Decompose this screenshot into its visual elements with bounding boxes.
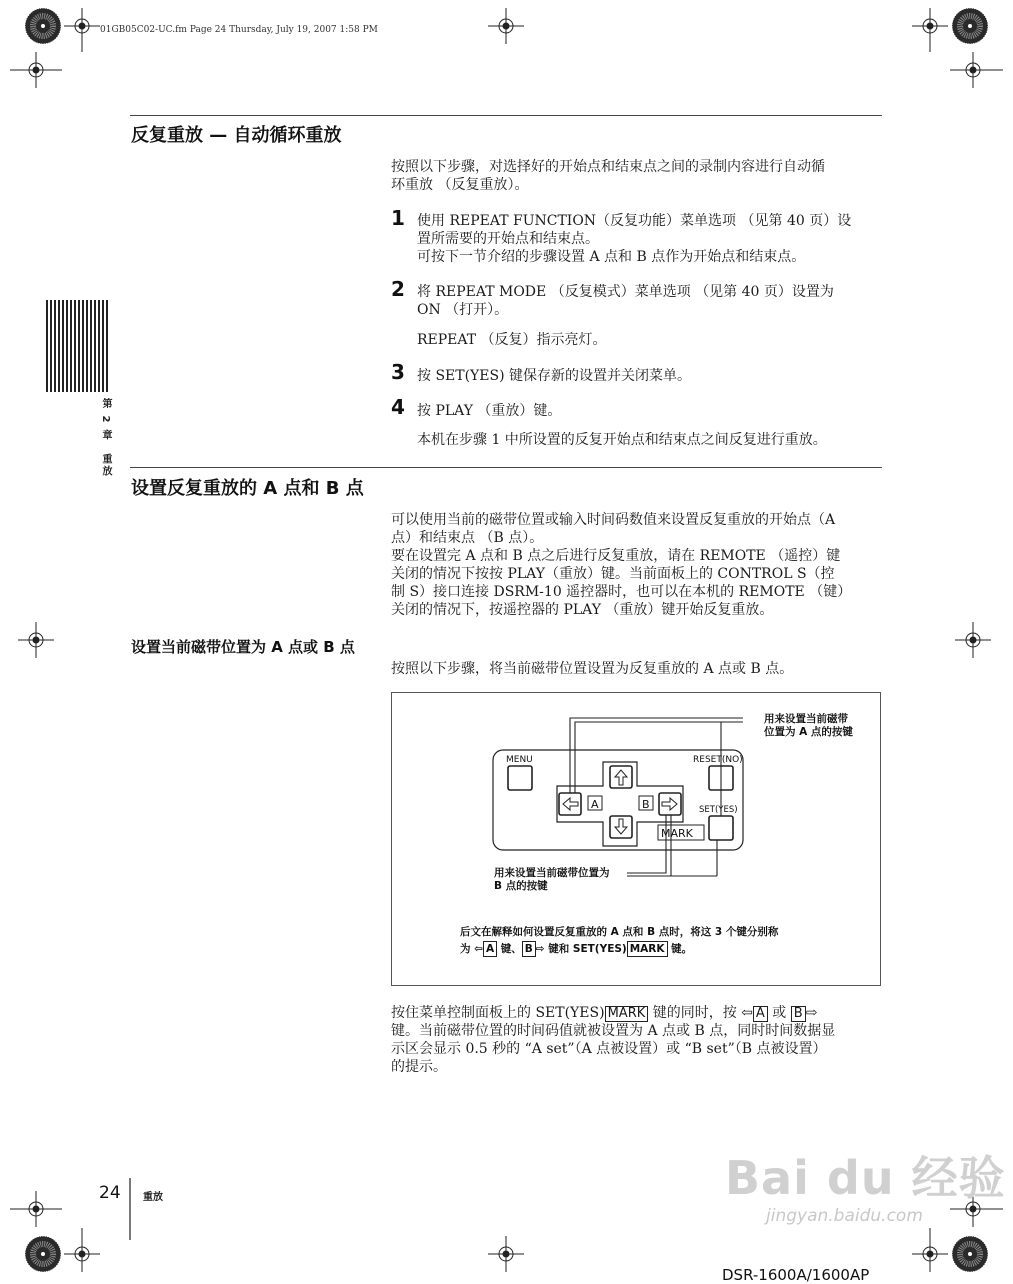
step-2-text [417,283,883,319]
step-number: 1 [391,206,405,230]
callout-line: 用来设置当前磁带 [764,713,848,725]
step-line: 置所需要的开始点和结束点。 [417,231,599,247]
file-header: 01GB05C02-UC.fm Page 24 Thursday, July 19, 2007 1:58 PM [100,25,378,35]
section2-paragraph [391,511,883,619]
step-line: 使用 REPEAT FUNCTION（反复功能）菜单选项 （见第 40 页）设 [417,213,852,229]
key-b-label: B [642,798,650,811]
para-line: 的提示。 [391,1059,447,1075]
down-arrow-icon [615,819,627,834]
section-title-ab-points: 设置反复重放的 A 点和 B 点 [131,478,364,499]
set-key [709,816,733,840]
chapter-tab-label: 第 2 章 重放 [100,398,111,478]
step-2-note: REPEAT （反复）指示亮灯。 [417,332,607,348]
menu-label: MENU [506,755,533,765]
subsection-intro: 按照以下步骤，将当前磁带位置设置为反复重放的 A 点或 B 点。 [391,661,794,677]
page-number: 24 [99,1183,121,1203]
star-target-icon [952,8,988,44]
caption-line [460,941,778,957]
para-line: 键。当前磁带位置的时间码值就被设置为 A 点或 B 点，同时时间数据显 [391,1023,836,1039]
caption-text: ⇨ 键和 SET(YES) [535,943,627,955]
step-number: 4 [391,395,405,419]
para-line: 可以使用当前的磁带位置或输入时间码数值来设置反复重放的开始点（A [391,512,836,528]
panel-outline [493,750,743,850]
star-target-icon [952,1236,988,1272]
section-title-repeat: 反复重放 — 自动循环重放 [131,125,342,146]
callout-top [764,713,853,739]
para-line: 示区会显示 0.5 秒的 “A set”（A 点被设置）或 “B set”（B 点被设置） [391,1041,827,1057]
left-arrow-icon [563,798,578,810]
para-text: ⇨ [805,1005,818,1021]
para-text: 按住菜单控制面板上的 SET(YES) [391,1005,605,1021]
a-key-box: A [753,1006,768,1022]
caption-line: 后文在解释如何设置反复重放的 A 点和 B 点时，将这 3 个键分别称 [460,926,779,938]
para-line: 关闭的情况下按按 PLAY（重放）键。当前面板上的 CONTROL S（控 [391,566,835,582]
step-1-text [417,212,883,266]
star-target-icon [25,1236,61,1272]
callout-line: 用来设置当前磁带位置为 [494,867,610,879]
para-text: 或 [767,1005,791,1021]
up-arrow-icon [615,770,627,785]
menu-key [508,766,532,790]
footer-section: 重放 [143,1192,163,1203]
step-4-text: 按 PLAY （重放）键。 [417,403,562,419]
para-line: 关闭的情况下，按遥控器的 PLAY （重放）键开始反复重放。 [391,602,774,618]
caption-text: 键、 [497,943,522,955]
watermark-logo: Bai du 经验 [725,1151,1006,1205]
subsection-title: 设置当前磁带位置为 A 点或 B 点 [131,638,355,656]
b-key-box: B [791,1006,806,1022]
step-line: 可按下一节介绍的步骤设置 A 点和 B 点作为开始点和结束点。 [417,249,806,265]
set-label: SET(YES) [699,805,738,815]
callout-line: 位置为 A 点的按键 [764,726,853,738]
callout-line: B 点的按键 [494,880,548,892]
section-rule [130,115,882,116]
section-rule [130,467,882,468]
caption-text: 键。 [667,943,693,955]
step-4-note: 本机在步骤 1 中所设置的反复开始点和结束点之间反复进行重放。 [417,432,827,448]
step-number: 2 [391,277,405,301]
callout-bottom [494,867,610,893]
section-intro [391,158,883,194]
mark-label: MARK [661,827,693,840]
b-key-box: B [522,941,536,957]
step-number: 3 [391,360,405,384]
after-figure-paragraph [391,1004,885,1076]
para-text: 键的同时，按 ⇦ [648,1005,753,1021]
leader-line [627,815,666,873]
watermark-url: jingyan.baidu.com [766,1206,923,1226]
para-line: 点）和结束点 （B 点）。 [391,530,544,546]
step-line: 将 REPEAT MODE （反复模式）菜单选项 （见第 40 页）设置为 [417,284,834,300]
right-arrow-icon [662,798,677,810]
para-line: 制 S）接口连接 DSRM-10 遥控器时，也可以在本机的 REMOTE （键） [391,584,852,600]
model-number: DSR-1600A/1600AP [722,1266,870,1284]
mark-key-box: MARK [605,1006,649,1022]
caption-text: 为 ⇦ [460,943,483,955]
chapter-tab-bars [46,300,108,392]
intro-line: 按照以下步骤，对选择好的开始点和结束点之间的录制内容进行自动循 [391,159,825,175]
star-target-icon [25,8,61,44]
intro-line: 环重放 （反复重放）。 [391,177,529,193]
figure-caption [460,926,778,957]
step-line: ON （打开）。 [417,302,509,318]
a-key-box: A [483,941,497,957]
key-a-label: A [591,798,599,811]
reset-label: RESET(NO) [693,755,743,765]
para-line: 要在设置完 A 点和 B 点之后进行反复重放，请在 REMOTE （遥控）键 [391,548,841,564]
para-line [391,1004,885,1022]
mark-key-box: MARK [627,941,668,957]
step-3-text: 按 SET(YES) 键保存新的设置并关闭菜单。 [417,368,692,384]
